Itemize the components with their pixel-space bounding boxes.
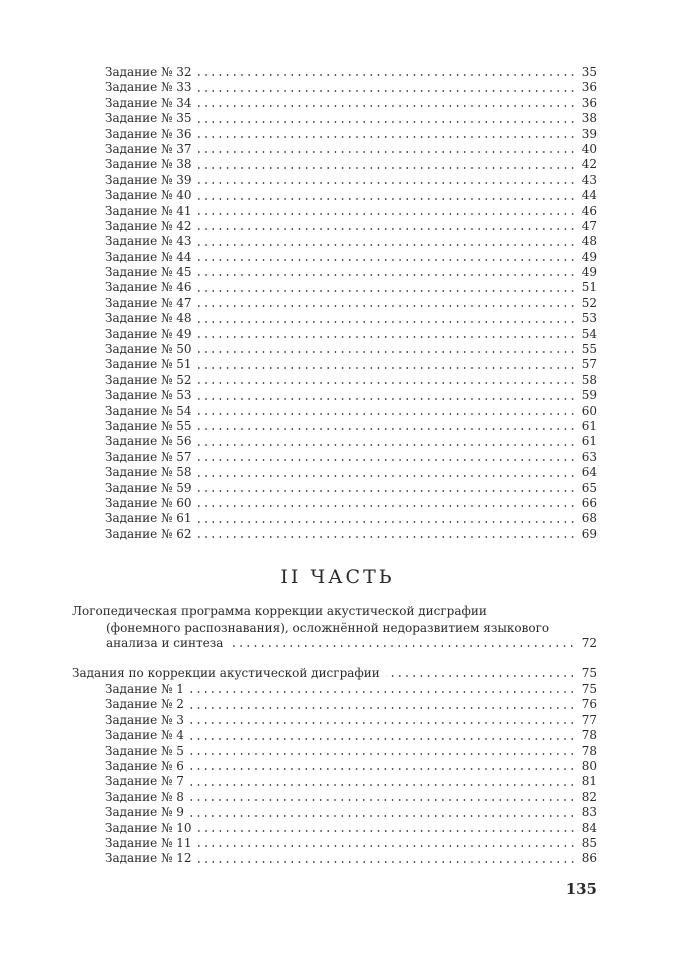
dot-leader [198, 336, 576, 338]
page-ref: 51 [581, 280, 597, 295]
entry-title: Задание № 44 [105, 249, 192, 264]
entry-title: Задание № 12 [105, 851, 192, 866]
dot-leader [198, 861, 576, 863]
entry-title: Задание № 51 [105, 357, 192, 372]
dot-leader [198, 274, 576, 276]
entry-title: Задание № 40 [105, 188, 192, 203]
toc-part2-task-list [105, 682, 597, 867]
page-ref: 66 [581, 495, 597, 510]
dot-leader [198, 213, 576, 215]
page-ref: 61 [581, 434, 597, 449]
entry-title: Задание № 62 [105, 526, 192, 541]
toc-entry[interactable] [105, 836, 597, 851]
toc-entry[interactable] [105, 728, 597, 743]
toc-entry[interactable] [105, 234, 597, 249]
page-ref: 65 [581, 480, 597, 495]
part-heading: II ЧАСТЬ [280, 566, 395, 588]
toc-entry[interactable] [105, 65, 597, 80]
entry-title: Задание № 36 [105, 126, 192, 141]
dot-leader [198, 90, 576, 92]
toc-entry[interactable] [105, 682, 597, 697]
toc-entry-section[interactable] [72, 666, 597, 681]
dot-leader [198, 459, 576, 461]
page-ref: 83 [581, 805, 597, 820]
dot-leader [198, 74, 576, 76]
dot-leader [190, 707, 576, 709]
dot-leader [198, 367, 576, 369]
toc-entry[interactable] [105, 327, 597, 342]
page-ref: 38 [581, 111, 597, 126]
page-ref: 81 [581, 774, 597, 789]
toc-entry-program[interactable] [72, 603, 597, 651]
toc-entry[interactable] [105, 404, 597, 419]
toc-entry[interactable] [105, 250, 597, 265]
page-ref: 36 [581, 95, 597, 110]
entry-title: Задание № 47 [105, 295, 192, 310]
page-ref: 68 [581, 511, 597, 526]
toc-entry[interactable] [105, 697, 597, 712]
dot-leader [190, 753, 576, 755]
dot-leader [198, 845, 576, 847]
toc-entry[interactable] [105, 744, 597, 759]
toc-entry[interactable] [105, 204, 597, 219]
entry-title: Задание № 52 [105, 372, 192, 387]
page-ref: 82 [581, 789, 597, 804]
entry-title: Задание № 46 [105, 280, 192, 295]
dot-leader [198, 259, 576, 261]
page-ref: 40 [581, 141, 597, 156]
dot-leader [190, 815, 576, 817]
toc-entry[interactable] [105, 142, 597, 157]
program-title-line1: Логопедическая программа коррекции акустической дисграфии [72, 604, 487, 618]
page-ref: 55 [581, 342, 597, 357]
entry-title: Задание № 35 [105, 111, 192, 126]
dot-leader [198, 475, 576, 477]
page-ref: 47 [581, 218, 597, 233]
page-ref: 64 [581, 465, 597, 480]
dot-leader [198, 105, 576, 107]
page-ref: 75 [581, 682, 597, 696]
dot-leader [198, 198, 576, 200]
toc-entry[interactable] [105, 80, 597, 95]
toc-entry[interactable] [105, 805, 597, 820]
page-ref: 85 [581, 835, 597, 850]
toc-entry[interactable] [105, 280, 597, 295]
page-ref: 49 [581, 265, 597, 280]
page-ref: 59 [581, 388, 597, 403]
dot-leader [190, 738, 576, 740]
entry-title: Задание № 42 [105, 218, 192, 233]
page-ref: 61 [581, 418, 597, 433]
entry-title: Задание № 6 [105, 758, 184, 773]
entry-title: Задание № 41 [105, 203, 192, 218]
page-ref: 57 [581, 357, 597, 372]
entry-title: Задание № 8 [105, 789, 184, 804]
page-ref: 43 [581, 172, 597, 187]
program-title-line2: (фонемного распознавания), осложнённой недоразвитием языкового [106, 620, 550, 635]
toc-entry[interactable] [105, 759, 597, 774]
entry-title: Задание № 50 [105, 342, 192, 357]
page-ref: 53 [581, 311, 597, 326]
dot-leader [190, 784, 576, 786]
toc-entry[interactable] [105, 434, 597, 449]
entry-title: Задание № 38 [105, 157, 192, 172]
entry-title: Задание № 57 [105, 449, 192, 464]
page-number: 135 [565, 880, 597, 898]
dot-leader [198, 305, 576, 307]
dot-leader [198, 505, 576, 507]
page-ref: 75 [581, 666, 597, 680]
program-title-line3: анализа и синтеза [106, 636, 224, 650]
toc-entry[interactable] [105, 188, 597, 203]
toc-entry[interactable] [105, 357, 597, 372]
toc-entry[interactable] [105, 511, 597, 526]
toc-entry[interactable] [105, 127, 597, 142]
page-ref: 48 [581, 234, 597, 249]
entry-title: Задание № 48 [105, 311, 192, 326]
page-ref: 76 [581, 697, 597, 712]
dot-leader [198, 167, 576, 169]
toc-entry[interactable] [105, 450, 597, 465]
page-ref: 52 [581, 295, 597, 310]
toc-entry[interactable] [105, 373, 597, 388]
toc-entry[interactable] [105, 157, 597, 172]
page-ref: 49 [581, 249, 597, 264]
toc-entry[interactable] [105, 219, 597, 234]
toc-entry[interactable] [105, 527, 597, 542]
section-title: Задания по коррекции акустической дисграфии [72, 666, 380, 680]
entry-title: Задание № 1 [105, 682, 184, 696]
entry-title: Задание № 56 [105, 434, 192, 449]
toc-entry[interactable] [105, 496, 597, 511]
page-ref: 80 [581, 758, 597, 773]
dot-leader [198, 398, 576, 400]
entry-title: Задание № 33 [105, 80, 192, 95]
page-ref: 58 [581, 372, 597, 387]
entry-title: Задание № 45 [105, 265, 192, 280]
page-ref: 86 [581, 851, 597, 866]
toc-entry[interactable] [105, 821, 597, 836]
toc-entry[interactable] [105, 774, 597, 789]
entry-title: Задание № 4 [105, 728, 184, 743]
entry-title: Задание № 61 [105, 511, 192, 526]
toc-entry[interactable] [105, 851, 597, 866]
dot-leader [198, 244, 576, 246]
toc-entry[interactable] [105, 296, 597, 311]
entry-title: Задание № 39 [105, 172, 192, 187]
page-ref: 69 [581, 526, 597, 541]
toc-entry[interactable] [105, 311, 597, 326]
entry-title: Задание № 5 [105, 743, 184, 758]
dot-leader [198, 536, 576, 538]
page-ref: 54 [581, 326, 597, 341]
entry-title: Задание № 49 [105, 326, 192, 341]
dot-leader [198, 228, 576, 230]
toc-entry[interactable] [105, 342, 597, 357]
page-ref: 35 [581, 65, 597, 79]
toc-entry[interactable] [105, 465, 597, 480]
dot-leader [190, 768, 576, 770]
dot-leader [198, 290, 576, 292]
toc-entry[interactable] [105, 790, 597, 805]
entry-title: Задание № 7 [105, 774, 184, 789]
dot-leader [198, 351, 576, 353]
entry-title: Задание № 3 [105, 712, 184, 727]
entry-title: Задание № 34 [105, 95, 192, 110]
dot-leader [229, 645, 575, 647]
page-ref: 42 [581, 157, 597, 172]
dot-leader [198, 413, 576, 415]
entry-title: Задание № 2 [105, 697, 184, 712]
dot-leader [190, 799, 576, 801]
page-ref: 77 [581, 712, 597, 727]
dot-leader [198, 182, 576, 184]
page-ref: 72 [581, 636, 597, 650]
page-ref: 60 [581, 403, 597, 418]
entry-title: Задание № 43 [105, 234, 192, 249]
dot-leader [198, 321, 576, 323]
toc-entry[interactable] [105, 481, 597, 496]
page-ref: 63 [581, 449, 597, 464]
entry-title: Задание № 53 [105, 388, 192, 403]
dot-leader [198, 521, 576, 523]
toc-entry[interactable] [105, 96, 597, 111]
entry-title: Задание № 37 [105, 141, 192, 156]
dot-leader [198, 136, 576, 138]
page-ref: 78 [581, 743, 597, 758]
page-ref: 46 [581, 203, 597, 218]
page-ref: 78 [581, 728, 597, 743]
dot-leader [198, 490, 576, 492]
entry-title: Задание № 59 [105, 480, 192, 495]
page-ref: 36 [581, 80, 597, 95]
toc-entry[interactable] [105, 265, 597, 280]
dot-leader [190, 722, 576, 724]
toc-entry[interactable] [105, 173, 597, 188]
dot-leader [198, 428, 576, 430]
page-ref: 44 [581, 188, 597, 203]
dot-leader [198, 830, 576, 832]
toc-entry[interactable] [105, 713, 597, 728]
toc-entry[interactable] [105, 388, 597, 403]
entry-title: Задание № 55 [105, 418, 192, 433]
entry-title: Задание № 11 [105, 835, 192, 850]
toc-part1-task-list [105, 65, 597, 542]
entry-title: Задание № 54 [105, 403, 192, 418]
dot-leader [198, 382, 576, 384]
entry-title: Задание № 10 [105, 820, 192, 835]
dot-leader [198, 121, 576, 123]
dot-leader [198, 151, 576, 153]
entry-title: Задание № 60 [105, 495, 192, 510]
page-ref: 39 [581, 126, 597, 141]
dot-leader [190, 691, 576, 693]
toc-entry[interactable] [105, 111, 597, 126]
entry-title: Задание № 32 [105, 65, 192, 79]
entry-title: Задание № 9 [105, 805, 184, 820]
toc-entry[interactable] [105, 419, 597, 434]
dot-leader [386, 675, 576, 677]
page-ref: 84 [581, 820, 597, 835]
entry-title: Задание № 58 [105, 465, 192, 480]
dot-leader [198, 444, 576, 446]
